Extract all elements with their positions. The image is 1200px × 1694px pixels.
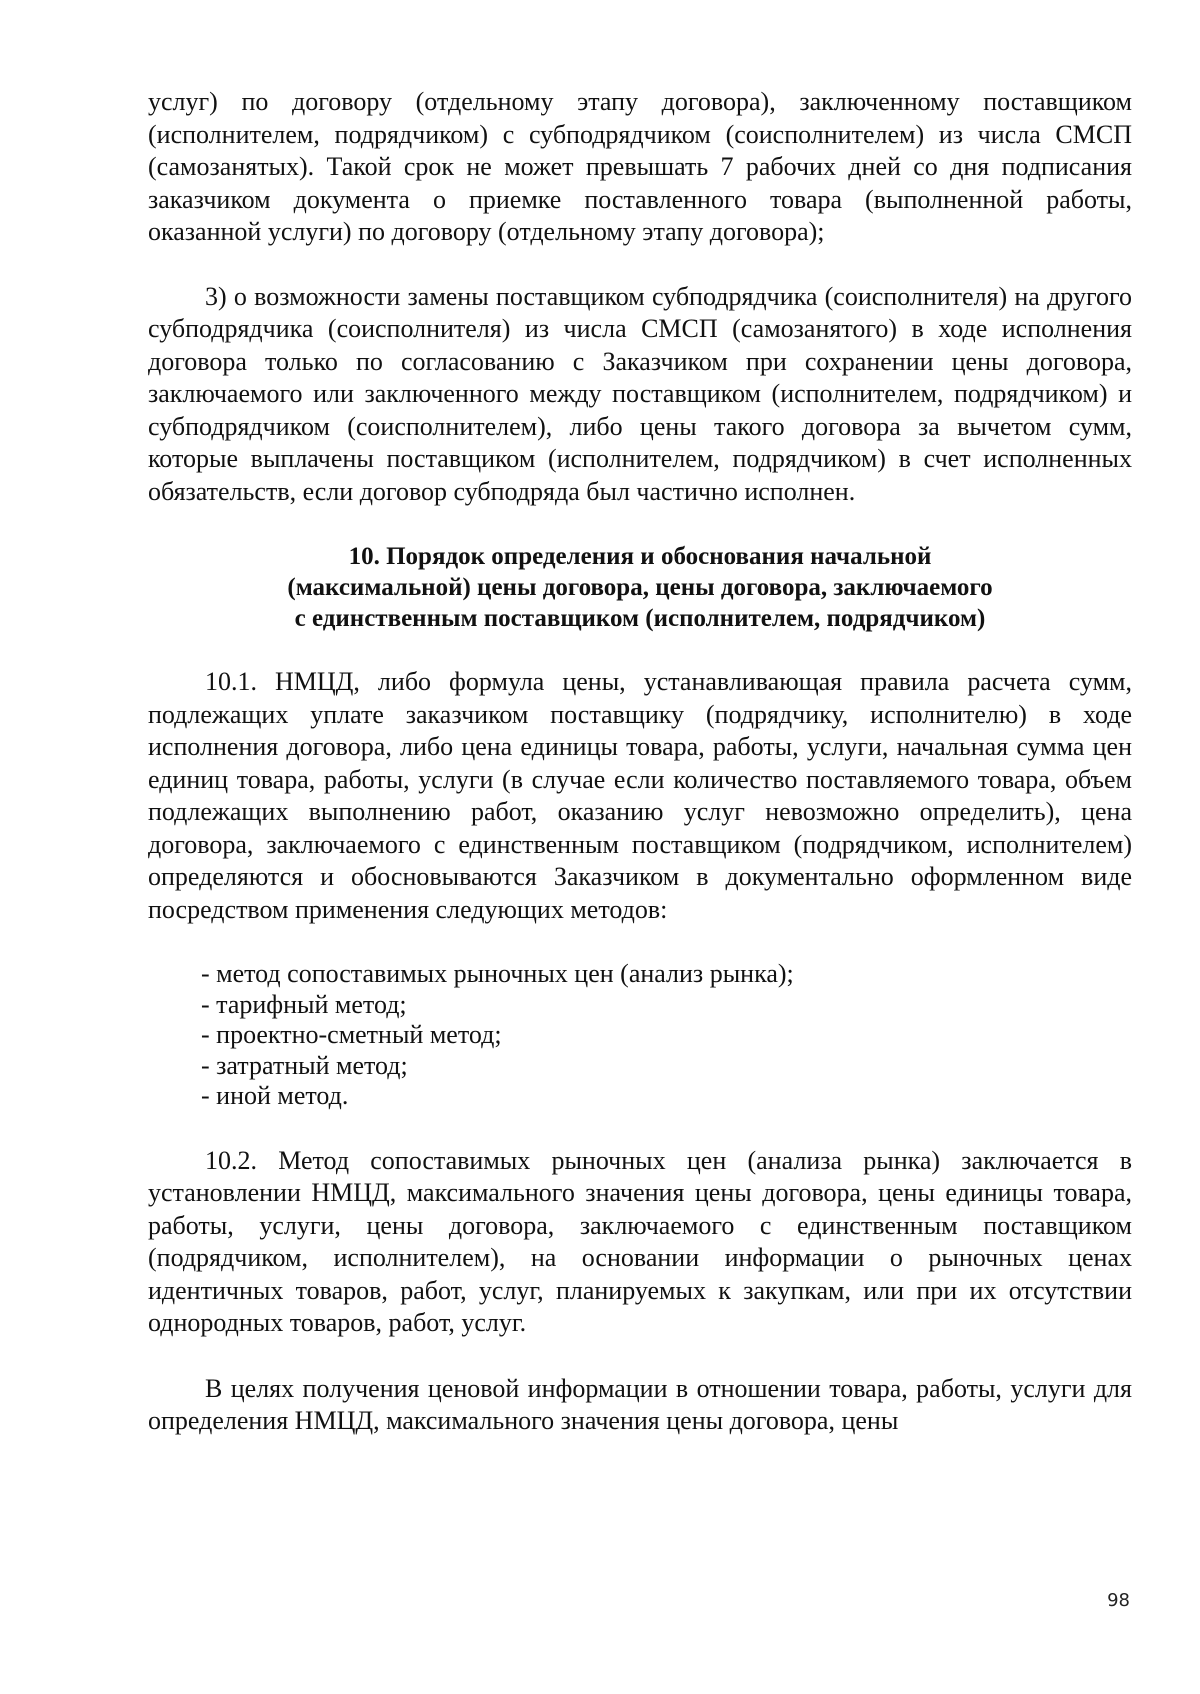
spacer — [148, 1340, 1132, 1373]
section-heading-line-3: с единственным поставщиком (исполнителем, подрядчиком) — [294, 605, 986, 632]
list-item: - тарифный метод; — [201, 989, 407, 1019]
spacer — [148, 508, 1132, 541]
spacer — [148, 926, 1132, 959]
methods-list — [148, 959, 1132, 1112]
section-heading-line-2: (максимальной) цены договора, цены договора, заключаемого — [287, 574, 993, 601]
page-number: 98 — [1107, 1590, 1130, 1611]
spacer — [148, 1112, 1132, 1145]
paragraph-10-2: 10.2. Метод сопоставимых рыночных цен (анализа рынка) заключается в установлении НМЦД, максимального значения цены договора, цены единицы товара, работы, услуги, цены договора, заключаемого с единственным поставщиком (подрядчиком, исполнителем), на основании информации о рыночных ценах идентичных товаров, работ, услуг, планируемых к закупкам, или при их отсутствии однородных товаров, работ, услуг. — [148, 1145, 1132, 1337]
paragraph-10-1: 10.1. НМЦД, либо формула цены, устанавливающая правила расчета сумм, подлежащих уплате заказчиком поставщику (подрядчику, исполнителю) в ходе исполнения договора, либо цена единицы товара, работы, услуги, начальная сумма цен единиц товара, работы, услуги (в случае если количество поставляемого товара, объем подлежащих выполнению работ, оказанию услуг невозможно определить), цена договора, заключаемого с единственным поставщиком (подрядчиком, исполнителем) определяются и обосновываются Заказчиком в документально оформленном виде посредством применения следующих методов: — [148, 667, 1132, 924]
list-item: - проектно-сметный метод; — [201, 1020, 502, 1049]
list-item: - метод сопоставимых рыночных цен (анализ рынка); — [201, 959, 794, 988]
paragraph-subcontractor-replacement: 3) о возможности замены поставщиком субподрядчика (соисполнителя) на другого субподрядчика (соисполнителя) из числа СМСП (самозанятого) в ходе исполнения договора только по согласованию с Заказчиком при сохранении цены договора, заключаемого или заключенного между поставщиком (исполнителем, подрядчиком) и субподрядчиком (соисполнителем), либо цены такого договора за вычетом сумм, которые выплачены поставщиком (исполнителем, подрядчиком) в счет исполненных обязательств, если договор субподряда был частично исполнен. — [148, 281, 1132, 506]
document-page — [148, 86, 1132, 1438]
section-heading-line-1: 10. Порядок определения и обоснования начальной — [348, 543, 932, 570]
spacer — [148, 249, 1132, 281]
list-item: - иной метод. — [201, 1081, 349, 1110]
paragraph-price-information: В целях получения ценовой информации в отношении товара, работы, услуги для определения НМЦД, максимального значения цены договора, цены — [148, 1373, 1132, 1435]
list-item: - затратный метод; — [201, 1050, 408, 1080]
section-heading — [148, 541, 1132, 634]
spacer — [148, 634, 1132, 666]
paragraph-subcontract-payment-term: услуг) по договору (отдельному этапу договора), заключенному поставщиком (исполнителем, подрядчиком) с субподрядчиком (соисполнителем) из числа СМСП (самозанятых). Такой срок не может превышать 7 рабочих дней со дня подписания заказчиком документа о приемке поставленного товара (выполненной работы, оказанной услуги) по договору (отдельному этапу договора); — [148, 87, 1132, 246]
